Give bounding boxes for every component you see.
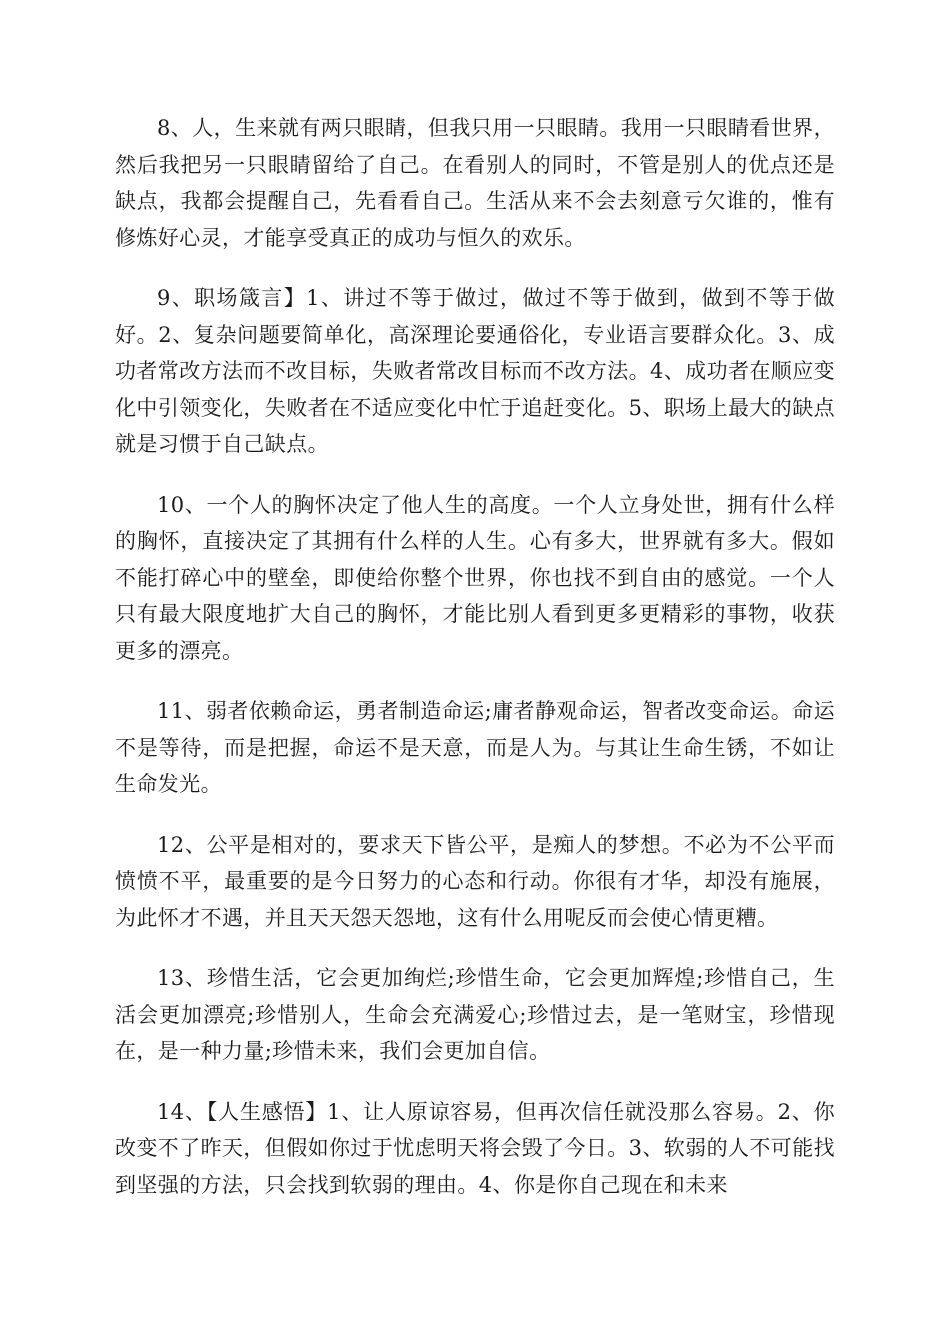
- document-body: [115, 110, 835, 1227]
- paragraph-11: 11、弱者依赖命运，勇者制造命运;庸者静观命运，智者改变命运。命运不是等待，而是把握，命运不是天意，而是人为。与其让生命生锈，不如让生命发光。: [115, 699, 835, 796]
- paragraph-10: 10、一个人的胸怀决定了他人生的高度。一个人立身处世，拥有什么样的胸怀，直接决定了其拥有什么样的人生。心有多大，世界就有多大。假如不能打碎心中的壁垒，即使给你整个世界，你也找不到自由的感觉。一个人只有最大限度地扩大自己的胸怀，才能比别人看到更多更精彩的事物，收获更多的漂亮。: [115, 492, 835, 663]
- paragraph-14: 14、【人生感悟】1、让人原谅容易，但再次信任就没那么容易。2、你改变不了昨天，但假如你过于忧虑明天将会毁了今日。3、软弱的人不可能找到坚强的方法，只会找到软弱的理由。4、你是你自己现在和未来: [115, 1099, 835, 1197]
- paragraph-12: 12、公平是相对的，要求天下皆公平，是痴人的梦想。不必为不公平而愤愤不平，最重要的是今日努力的心态和行动。你很有才华，却没有施展，为此怀才不遇，并且天天怨天怨地，这有什么用呢反而会使心情更糟。: [115, 832, 835, 930]
- paragraph-13: 13、珍惜生活，它会更加绚烂;珍惜生命，它会更加辉煌;珍惜自己，生活会更加漂亮;珍惜别人，生命会充满爱心;珍惜过去，是一笔财宝，珍惜现在，是一种力量;珍惜未来，我们会更加自信。: [115, 966, 835, 1063]
- paragraph-8: 8、人，生来就有两只眼睛，但我只用一只眼睛。我用一只眼睛看世界，然后我把另一只眼睛留给了自己。在看别人的同时，不管是别人的优点还是缺点，我都会提醒自己，先看看自己。生活从来不会去刻意亏欠谁的，惟有修炼好心灵，才能享受真正的成功与恒久的欢乐。: [115, 116, 835, 250]
- paragraph-9: 9、职场箴言】1、讲过不等于做过，做过不等于做到，做到不等于做好。2、复杂问题要简单化，高深理论要通俗化，专业语言要群众化。3、成功者常改方法而不改目标，失败者常改目标而不改方法。4、成功者在顺应变化中引领变化，失败者在不适应变化中忙于追赶变化。5、职场上最大的缺点就是习惯于自己缺点。: [115, 286, 835, 456]
